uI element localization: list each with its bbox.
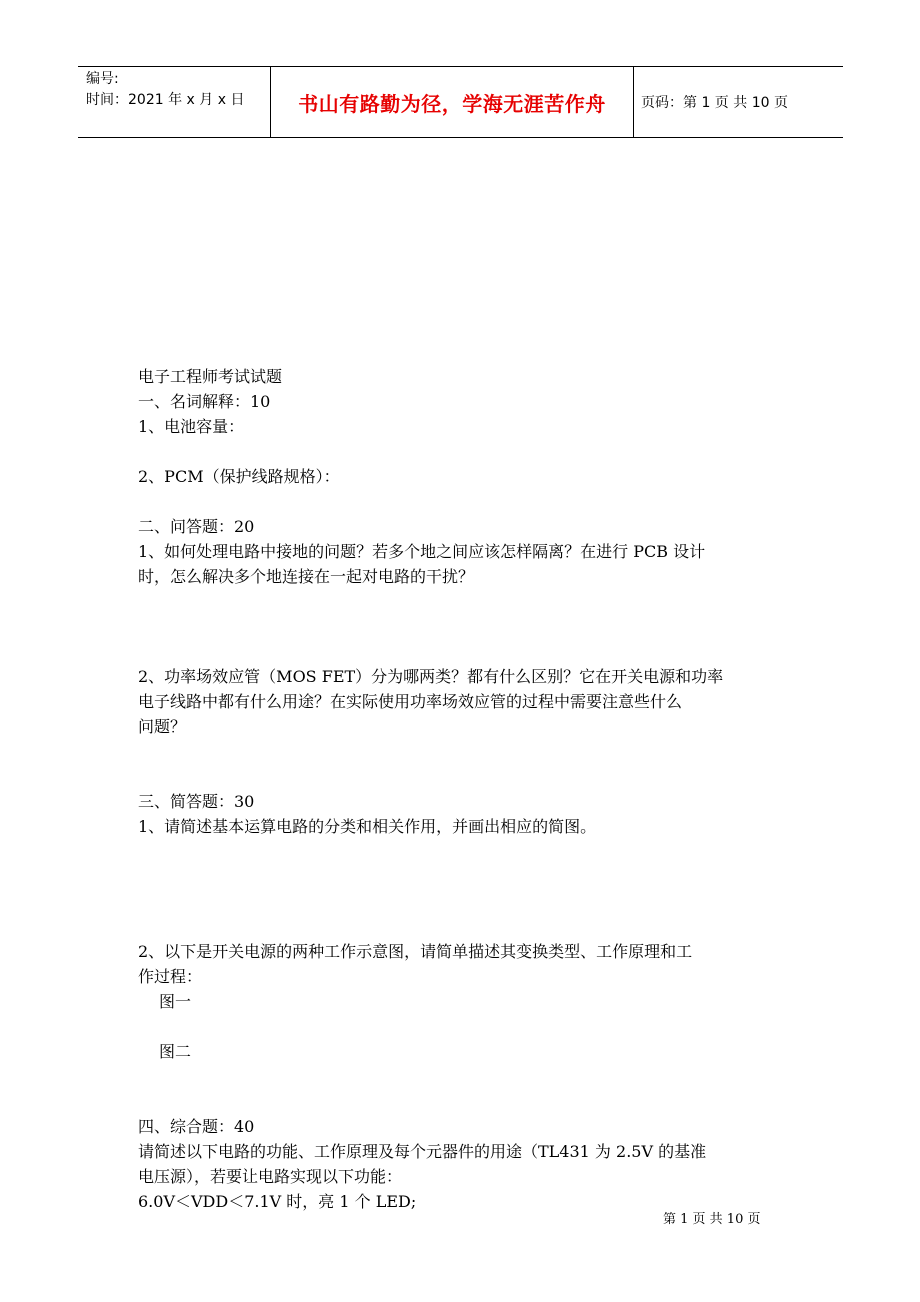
section-2-heading: 二、问答题：20 — [138, 517, 255, 536]
section-2-question-1-line-1: 1、如何处理电路中接地的问题？若多个地之间应该怎样隔离？在进行 PCB 设计 — [138, 542, 706, 561]
blank-line — [138, 1014, 786, 1039]
blank-line — [138, 839, 786, 864]
section-4-line-2: 电压源），若要让电路实现以下功能： — [138, 1167, 403, 1186]
document-body — [138, 364, 786, 1214]
section-3-question-2-line-1: 2、以下是开关电源的两种工作示意图，请简单描述其变换类型、工作原理和工 — [138, 942, 693, 961]
blank-line — [138, 439, 786, 464]
header-motto: 书山有路勤为径，学海无涯苦作舟 — [271, 67, 634, 137]
blank-line — [138, 914, 786, 939]
time-label: 时间：2021 年 x 月 x 日 — [86, 92, 245, 108]
section-3-heading: 三、简答题：30 — [138, 792, 255, 811]
blank-line — [138, 864, 786, 889]
page-footer: 第 1 页 共 10 页 — [663, 1212, 761, 1227]
blank-line — [138, 739, 786, 764]
blank-line — [138, 589, 786, 614]
section-2-question-2-line-3: 问题？ — [138, 717, 187, 736]
section-2-question-1-line-2: 时，怎么解决多个地连接在一起对电路的干扰？ — [138, 567, 475, 586]
section-3-question-1: 1、请简述基本运算电路的分类和相关作用，并画出相应的简图。 — [138, 817, 597, 836]
figure-2-label: 图二 — [159, 1042, 192, 1061]
section-3-question-2-line-2: 作过程： — [138, 967, 203, 986]
page-header — [78, 66, 843, 138]
blank-line — [138, 889, 786, 914]
section-1-question-2: 2、PCM（保护线路规格）： — [138, 467, 340, 486]
blank-line — [138, 489, 786, 514]
blank-line — [138, 1089, 786, 1114]
header-meta — [78, 67, 271, 137]
section-1-heading: 一、名词解释：10 — [138, 392, 271, 411]
blank-line — [138, 614, 786, 639]
doc-title: 电子工程师考试试题 — [138, 367, 283, 386]
header-page-label: 页码：第 1 页 共 10 页 — [641, 95, 788, 111]
section-4-line-1: 请简述以下电路的功能、工作原理及每个元器件的用途（TL431 为 2.5V 的基准 — [138, 1142, 707, 1161]
figure-1-label: 图一 — [159, 992, 192, 1011]
blank-line — [138, 639, 786, 664]
section-2-question-2-line-2: 电子线路中都有什么用途？在实际使用功率场效应管的过程中需要注意些什么 — [138, 692, 683, 711]
section-4-heading: 四、综合题：40 — [138, 1117, 255, 1136]
section-1-question-1: 1、电池容量： — [138, 417, 245, 436]
section-2-question-2-line-1: 2、功率场效应管（MOS FET）分为哪两类？都有什么区别？它在开关电源和功率 — [138, 667, 724, 686]
number-label: 编号: — [86, 71, 119, 87]
blank-line — [138, 1064, 786, 1089]
blank-line — [138, 764, 786, 789]
section-4-line-3: 6.0V＜VDD＜7.1V 时，亮 1 个 LED; — [138, 1192, 417, 1211]
